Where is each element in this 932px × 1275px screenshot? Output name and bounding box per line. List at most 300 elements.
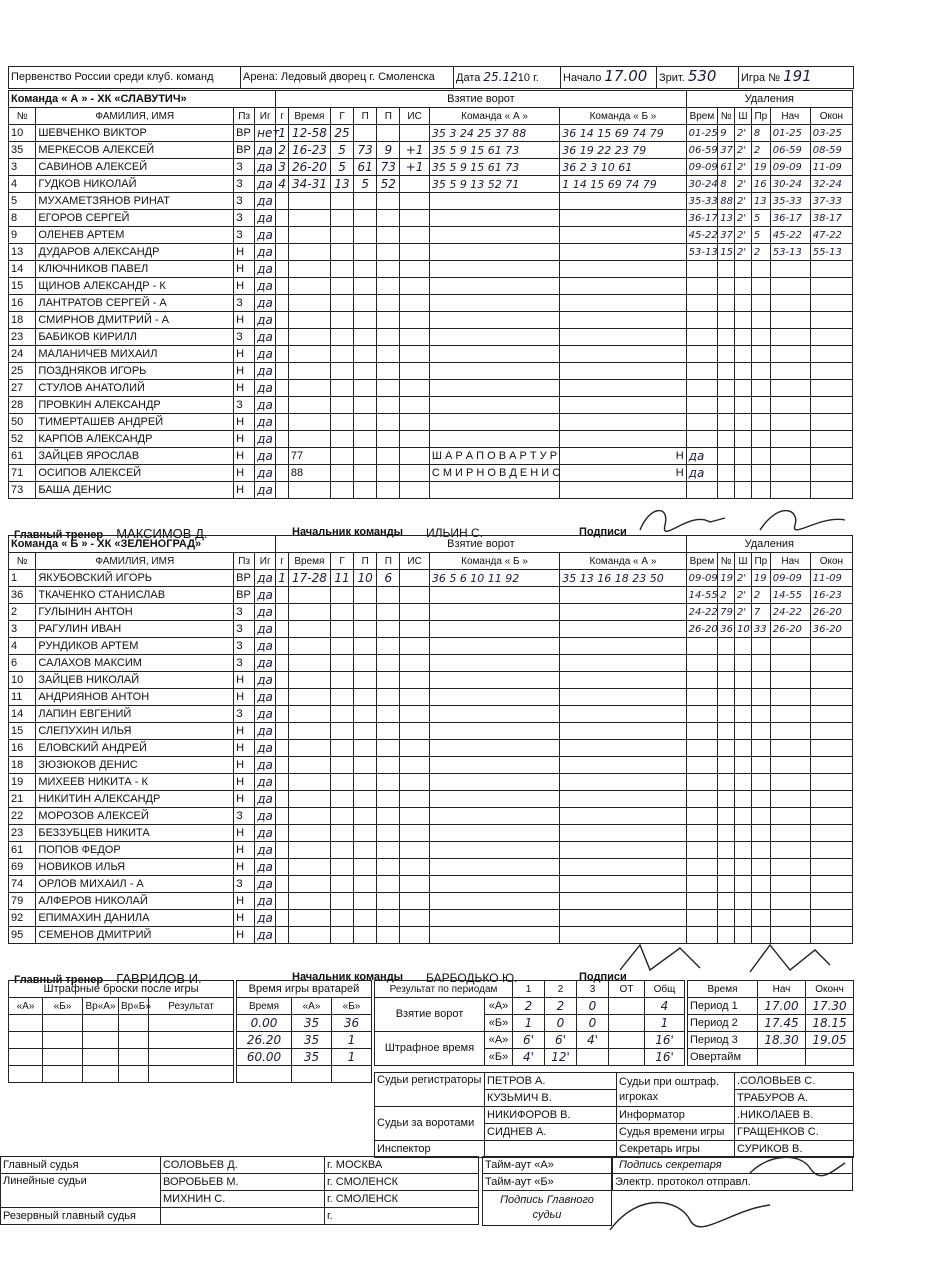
empty-cell bbox=[276, 757, 289, 774]
empty-cell bbox=[377, 672, 400, 689]
empty-cell bbox=[751, 295, 770, 312]
empty-cell bbox=[354, 621, 377, 638]
empty-cell bbox=[770, 893, 810, 910]
date: Дата 25.1210 г. bbox=[454, 67, 561, 89]
player-number: 18 bbox=[9, 757, 36, 774]
player-number: 19 bbox=[9, 774, 36, 791]
player-name: АЛФЕРОВ НИКОЛАЙ bbox=[36, 893, 234, 910]
head-ref-label: Главный судья bbox=[1, 1157, 161, 1174]
col-header-num: № bbox=[9, 108, 36, 125]
player-position: З bbox=[234, 329, 255, 346]
empty-cell bbox=[276, 346, 289, 363]
player-name: БЕЗЗУБЦЕВ НИКИТА bbox=[36, 825, 234, 842]
empty-cell bbox=[354, 261, 377, 278]
goal-p2: 52 bbox=[377, 176, 400, 193]
goal-judges-label: Судьи за воротами bbox=[375, 1107, 485, 1141]
empty-cell bbox=[276, 927, 289, 944]
penalty-sh: 10' bbox=[735, 621, 752, 638]
empty-cell bbox=[560, 842, 686, 859]
empty-cell bbox=[330, 363, 353, 380]
empty-cell bbox=[400, 431, 429, 448]
empty-cell bbox=[330, 329, 353, 346]
penalty-pr: 2 bbox=[751, 587, 770, 604]
empty-cell bbox=[560, 859, 686, 876]
empty-cell bbox=[429, 638, 559, 655]
empty-cell bbox=[354, 482, 377, 499]
penalty-sh: 2' bbox=[735, 587, 752, 604]
empty-cell bbox=[330, 604, 353, 621]
player-position: Н bbox=[234, 465, 255, 482]
goalie-cell: 35 bbox=[292, 1049, 332, 1066]
penalty-t: 01-25 bbox=[686, 125, 718, 142]
empty-cell bbox=[560, 363, 686, 380]
period-value bbox=[609, 1015, 645, 1032]
empty-cell bbox=[354, 346, 377, 363]
empty-cell bbox=[429, 193, 559, 210]
period-label: Период 2 bbox=[688, 1015, 758, 1032]
empty-cell bbox=[377, 740, 400, 757]
player-name: СМИРНОВ ДМИТРИЙ - А bbox=[36, 312, 234, 329]
player-name: ГУЛЫНИН АНТОН bbox=[36, 604, 234, 621]
empty-cell bbox=[718, 414, 735, 431]
empty-cell bbox=[560, 723, 686, 740]
empty-cell bbox=[330, 397, 353, 414]
player-number: 6 bbox=[9, 655, 36, 672]
empty-cell bbox=[751, 465, 770, 482]
empty-cell bbox=[276, 893, 289, 910]
period-value: 4' bbox=[577, 1032, 609, 1049]
empty-cell bbox=[751, 397, 770, 414]
empty-cell bbox=[288, 482, 330, 499]
empty-cell bbox=[330, 312, 353, 329]
empty-cell bbox=[288, 397, 330, 414]
empty-cell bbox=[751, 689, 770, 706]
player-position: Н bbox=[234, 791, 255, 808]
penalties-header: Удаления bbox=[686, 536, 852, 553]
empty-cell bbox=[400, 672, 429, 689]
penalty-sh: 2' bbox=[735, 142, 752, 159]
empty-cell bbox=[377, 587, 400, 604]
periods-table bbox=[374, 980, 685, 1066]
empty-cell bbox=[276, 312, 289, 329]
player-played: да bbox=[255, 723, 276, 740]
empty-cell bbox=[276, 791, 289, 808]
col-header-g: Г bbox=[330, 553, 353, 570]
player-name: МИХЕЕВ НИКИТА - К bbox=[36, 774, 234, 791]
empty-cell bbox=[810, 638, 852, 655]
penalty-t: 45-22 bbox=[686, 227, 718, 244]
empty-cell bbox=[429, 706, 559, 723]
period-end: 19.05 bbox=[806, 1032, 854, 1049]
empty-cell bbox=[400, 689, 429, 706]
player-played: да bbox=[255, 689, 276, 706]
player-number: 2 bbox=[9, 604, 36, 621]
empty-cell bbox=[751, 346, 770, 363]
empty-cell bbox=[288, 329, 330, 346]
penalty-s: 14-55 bbox=[770, 587, 810, 604]
player-name: ПОЗДНЯКОВ ИГОРЬ bbox=[36, 363, 234, 380]
empty-cell bbox=[560, 638, 686, 655]
empty-cell bbox=[810, 431, 852, 448]
empty-cell bbox=[686, 482, 718, 499]
player-played: да bbox=[255, 363, 276, 380]
empty-cell bbox=[686, 261, 718, 278]
pt-col: Нач bbox=[758, 981, 806, 998]
empty-cell bbox=[377, 638, 400, 655]
player-played: да bbox=[255, 414, 276, 431]
penalty-s: 01-25 bbox=[770, 125, 810, 142]
protocol-sent: Электр. протокол отправл. bbox=[613, 1174, 853, 1191]
penalty-t: 53-13 bbox=[686, 244, 718, 261]
period-col: ОТ bbox=[609, 981, 645, 998]
goals-header: Взятие ворот bbox=[276, 91, 686, 108]
player-number: 35 bbox=[9, 142, 36, 159]
empty-cell bbox=[770, 465, 810, 482]
team_b-table bbox=[8, 535, 853, 944]
empty-cell bbox=[429, 927, 559, 944]
empty-cell bbox=[288, 927, 330, 944]
penalty-n: 37 bbox=[718, 227, 735, 244]
penalty-n: 88 bbox=[718, 193, 735, 210]
player-played: да bbox=[255, 621, 276, 638]
empty-cell bbox=[429, 757, 559, 774]
empty-cell bbox=[276, 397, 289, 414]
empty-cell bbox=[377, 655, 400, 672]
empty-cell bbox=[400, 312, 429, 329]
goalie-col: Время bbox=[237, 998, 292, 1015]
empty-cell bbox=[718, 876, 735, 893]
empty-cell bbox=[354, 587, 377, 604]
penalty-t: 35-33 bbox=[686, 193, 718, 210]
player-row bbox=[9, 159, 853, 176]
period-times-table bbox=[687, 980, 854, 1066]
goal-on-ice-b: 36 19 22 23 79 bbox=[560, 142, 686, 159]
empty-cell bbox=[429, 893, 559, 910]
empty-cell bbox=[354, 859, 377, 876]
empty-cell bbox=[810, 448, 852, 465]
period-value: 0 bbox=[577, 998, 609, 1015]
empty-cell bbox=[354, 210, 377, 227]
empty-cell bbox=[560, 244, 686, 261]
player-number: 8 bbox=[9, 210, 36, 227]
empty-cell bbox=[810, 672, 852, 689]
empty-cell bbox=[735, 655, 752, 672]
empty-cell bbox=[400, 261, 429, 278]
goalie-cell: 1 bbox=[332, 1049, 372, 1066]
pen-label: Штрафное время bbox=[375, 1032, 485, 1066]
penalty-sh: 2' bbox=[735, 244, 752, 261]
penalty-t: 26-20 bbox=[686, 621, 718, 638]
empty-cell bbox=[330, 723, 353, 740]
empty-cell bbox=[735, 380, 752, 397]
penalty-s: 45-22 bbox=[770, 227, 810, 244]
player-number: 25 bbox=[9, 363, 36, 380]
goal-time: 16-23 bbox=[288, 142, 330, 159]
goalie-cell: 26.20 bbox=[237, 1032, 292, 1049]
player-row bbox=[9, 227, 853, 244]
empty-cell bbox=[686, 655, 718, 672]
empty-cell bbox=[400, 638, 429, 655]
empty-cell bbox=[330, 210, 353, 227]
empty-cell bbox=[400, 774, 429, 791]
empty-cell bbox=[735, 363, 752, 380]
empty-cell bbox=[686, 706, 718, 723]
empty-cell bbox=[735, 397, 752, 414]
empty-cell bbox=[770, 842, 810, 859]
empty-cell bbox=[354, 893, 377, 910]
empty-cell bbox=[810, 842, 852, 859]
player-played: да bbox=[255, 842, 276, 859]
empty-cell bbox=[751, 706, 770, 723]
player-row bbox=[9, 621, 853, 638]
player-position: Н bbox=[234, 448, 255, 465]
goal-p2 bbox=[377, 125, 400, 142]
coach-label: Главный тренер bbox=[14, 529, 104, 541]
empty-cell bbox=[400, 448, 429, 465]
empty-cell bbox=[429, 227, 559, 244]
player-number: 69 bbox=[9, 859, 36, 876]
player-played: да bbox=[255, 329, 276, 346]
empty-cell bbox=[377, 465, 400, 482]
penalty-n: 2 bbox=[718, 587, 735, 604]
empty-cell bbox=[288, 638, 330, 655]
player-position: Н bbox=[234, 774, 255, 791]
goal-on-ice-a: 35 5 9 13 52 71 bbox=[429, 176, 559, 193]
empty-cell bbox=[354, 740, 377, 757]
empty-cell bbox=[377, 604, 400, 621]
player-position: З bbox=[234, 176, 255, 193]
empty-cell bbox=[429, 261, 559, 278]
empty-cell bbox=[288, 261, 330, 278]
player-name: ЕЛОВСКИЙ АНДРЕЙ bbox=[36, 740, 234, 757]
empty-cell bbox=[735, 876, 752, 893]
penalty-e: 08-59 bbox=[810, 142, 852, 159]
goal-p1: 10 bbox=[354, 570, 377, 587]
empty-cell bbox=[751, 842, 770, 859]
col-header-g: г bbox=[276, 553, 289, 570]
empty-cell bbox=[429, 842, 559, 859]
penalty-sh: 2' bbox=[735, 210, 752, 227]
empty-cell bbox=[686, 380, 718, 397]
empty-cell bbox=[330, 740, 353, 757]
goal-is: +1 bbox=[400, 159, 429, 176]
player-row bbox=[9, 431, 853, 448]
player-played: да bbox=[255, 227, 276, 244]
team-a-signatures bbox=[630, 500, 860, 540]
empty-cell bbox=[686, 740, 718, 757]
empty-cell bbox=[288, 278, 330, 295]
empty-cell bbox=[718, 431, 735, 448]
extra-player-number: 88 bbox=[288, 465, 330, 482]
penalty-pr: 16 bbox=[751, 176, 770, 193]
player-row bbox=[9, 842, 853, 859]
penalty-pr: 19 bbox=[751, 570, 770, 587]
empty-cell bbox=[288, 910, 330, 927]
empty-cell bbox=[354, 465, 377, 482]
periods-title: Результат по периодам bbox=[375, 981, 513, 998]
empty-cell bbox=[770, 740, 810, 757]
empty-cell bbox=[560, 482, 686, 499]
penalty-judge: .СОЛОВЬЕВ С. bbox=[735, 1073, 854, 1090]
player-name: СЕМЕНОВ ДМИТРИЙ bbox=[36, 927, 234, 944]
player-position: Н bbox=[234, 278, 255, 295]
empty-cell bbox=[377, 757, 400, 774]
penalty-n: 79 bbox=[718, 604, 735, 621]
start-time: Начало 17.00 bbox=[561, 67, 657, 89]
player-row bbox=[9, 346, 853, 363]
player-position: Н bbox=[234, 825, 255, 842]
player-row bbox=[9, 380, 853, 397]
empty-cell bbox=[276, 587, 289, 604]
chief-name: БАРБОДЬКО Ю. bbox=[426, 971, 518, 985]
empty-cell bbox=[686, 757, 718, 774]
linesman-city: г. СМОЛЕНСК bbox=[325, 1191, 479, 1208]
empty-cell bbox=[354, 774, 377, 791]
goal-p1: 73 bbox=[354, 142, 377, 159]
empty-cell bbox=[330, 414, 353, 431]
player-row bbox=[9, 740, 853, 757]
player-number: 24 bbox=[9, 346, 36, 363]
player-row bbox=[9, 278, 853, 295]
timekeeper-label: Судья времени игры bbox=[617, 1124, 735, 1141]
empty-cell bbox=[735, 672, 752, 689]
player-position: Н bbox=[234, 910, 255, 927]
empty-cell bbox=[770, 825, 810, 842]
player-position: ВР bbox=[234, 570, 255, 587]
empty-cell bbox=[354, 397, 377, 414]
empty-cell bbox=[686, 278, 718, 295]
empty-cell bbox=[330, 465, 353, 482]
goal-is bbox=[400, 570, 429, 587]
penalty-e: 38-17 bbox=[810, 210, 852, 227]
timeouts-table bbox=[482, 1156, 612, 1226]
empty-cell bbox=[560, 893, 686, 910]
empty-cell bbox=[400, 706, 429, 723]
extra-player-number: 77 bbox=[288, 448, 330, 465]
empty-cell bbox=[377, 431, 400, 448]
penalty-sh: 2' bbox=[735, 193, 752, 210]
empty-cell bbox=[770, 312, 810, 329]
empty-cell bbox=[400, 227, 429, 244]
empty-cell bbox=[330, 910, 353, 927]
empty-cell bbox=[718, 774, 735, 791]
head-ref-city: г. МОСКВА bbox=[325, 1157, 479, 1174]
period-end: 17.30 bbox=[806, 998, 854, 1015]
penalty-pr: 5 bbox=[751, 227, 770, 244]
empty-cell bbox=[276, 621, 289, 638]
empty-cell bbox=[330, 244, 353, 261]
empty-cell bbox=[400, 397, 429, 414]
period-value: 0 bbox=[577, 1015, 609, 1032]
penalty-n: 37 bbox=[718, 142, 735, 159]
empty-cell bbox=[330, 927, 353, 944]
player-position: З bbox=[234, 159, 255, 176]
col-header-p2: П bbox=[377, 108, 400, 125]
empty-cell bbox=[330, 346, 353, 363]
head-ref-signature bbox=[600, 1190, 780, 1240]
tournament: Первенство России среди клуб. команд bbox=[9, 67, 241, 89]
player-name: ПОПОВ ФЕДОР bbox=[36, 842, 234, 859]
player-position: Н bbox=[234, 482, 255, 499]
player-name: САЛАХОВ МАКСИМ bbox=[36, 655, 234, 672]
empty-cell bbox=[429, 672, 559, 689]
col-header-time: Время bbox=[288, 553, 330, 570]
empty-cell bbox=[770, 757, 810, 774]
shootout-col: «Б» bbox=[43, 998, 83, 1015]
team-a-label: «А» bbox=[485, 998, 513, 1015]
player-row bbox=[9, 757, 853, 774]
player-row bbox=[9, 448, 853, 465]
empty-cell bbox=[770, 295, 810, 312]
empty-cell bbox=[288, 825, 330, 842]
col-header-is: ИС bbox=[400, 553, 429, 570]
empty-cell bbox=[751, 808, 770, 825]
empty-cell bbox=[276, 842, 289, 859]
goal-g: 3 bbox=[276, 159, 289, 176]
player-row bbox=[9, 689, 853, 706]
head-sign-label: Подпись Главного судьи bbox=[483, 1191, 612, 1226]
empty-cell bbox=[686, 329, 718, 346]
coach-name: МАКСИМОВ Д. bbox=[116, 526, 208, 541]
empty-cell bbox=[288, 380, 330, 397]
player-number: 18 bbox=[9, 312, 36, 329]
empty-cell bbox=[718, 655, 735, 672]
player-played: да bbox=[255, 142, 276, 159]
player-name: ТИМЕРТАШЕВ АНДРЕЙ bbox=[36, 414, 234, 431]
empty-cell bbox=[377, 210, 400, 227]
empty-cell bbox=[735, 808, 752, 825]
period-value: 6' bbox=[513, 1032, 545, 1049]
player-played: да bbox=[255, 176, 276, 193]
goal-on-ice-b: 35 13 16 18 23 50 bbox=[560, 570, 686, 587]
empty-cell bbox=[354, 448, 377, 465]
player-row bbox=[9, 825, 853, 842]
goalie-cell: 60.00 bbox=[237, 1049, 292, 1066]
empty-cell bbox=[377, 774, 400, 791]
empty-cell bbox=[735, 893, 752, 910]
empty-cell bbox=[718, 465, 735, 482]
empty-cell bbox=[718, 757, 735, 774]
player-played: да bbox=[255, 261, 276, 278]
empty-cell bbox=[276, 363, 289, 380]
empty-cell bbox=[354, 414, 377, 431]
col-header-pos: Пз bbox=[234, 108, 255, 125]
empty-cell bbox=[686, 672, 718, 689]
reserve-city: г. bbox=[325, 1208, 479, 1225]
goal-p2: 73 bbox=[377, 159, 400, 176]
player-row bbox=[9, 893, 853, 910]
period-col: 2 bbox=[545, 981, 577, 998]
player-played: да bbox=[255, 587, 276, 604]
empty-cell bbox=[330, 227, 353, 244]
empty-cell bbox=[276, 808, 289, 825]
player-number: 14 bbox=[9, 261, 36, 278]
goal-g: 1 bbox=[276, 125, 289, 142]
empty-cell bbox=[377, 706, 400, 723]
empty-cell bbox=[276, 278, 289, 295]
empty-cell bbox=[718, 329, 735, 346]
player-name: РАГУЛИН ИВАН bbox=[36, 621, 234, 638]
empty-cell bbox=[735, 638, 752, 655]
empty-cell bbox=[288, 227, 330, 244]
empty-cell bbox=[810, 859, 852, 876]
empty-cell bbox=[330, 706, 353, 723]
empty-cell bbox=[354, 227, 377, 244]
player-number: 27 bbox=[9, 380, 36, 397]
shootout-col: Вр«А» bbox=[83, 998, 119, 1015]
player-number: 36 bbox=[9, 587, 36, 604]
player-position: З bbox=[234, 655, 255, 672]
